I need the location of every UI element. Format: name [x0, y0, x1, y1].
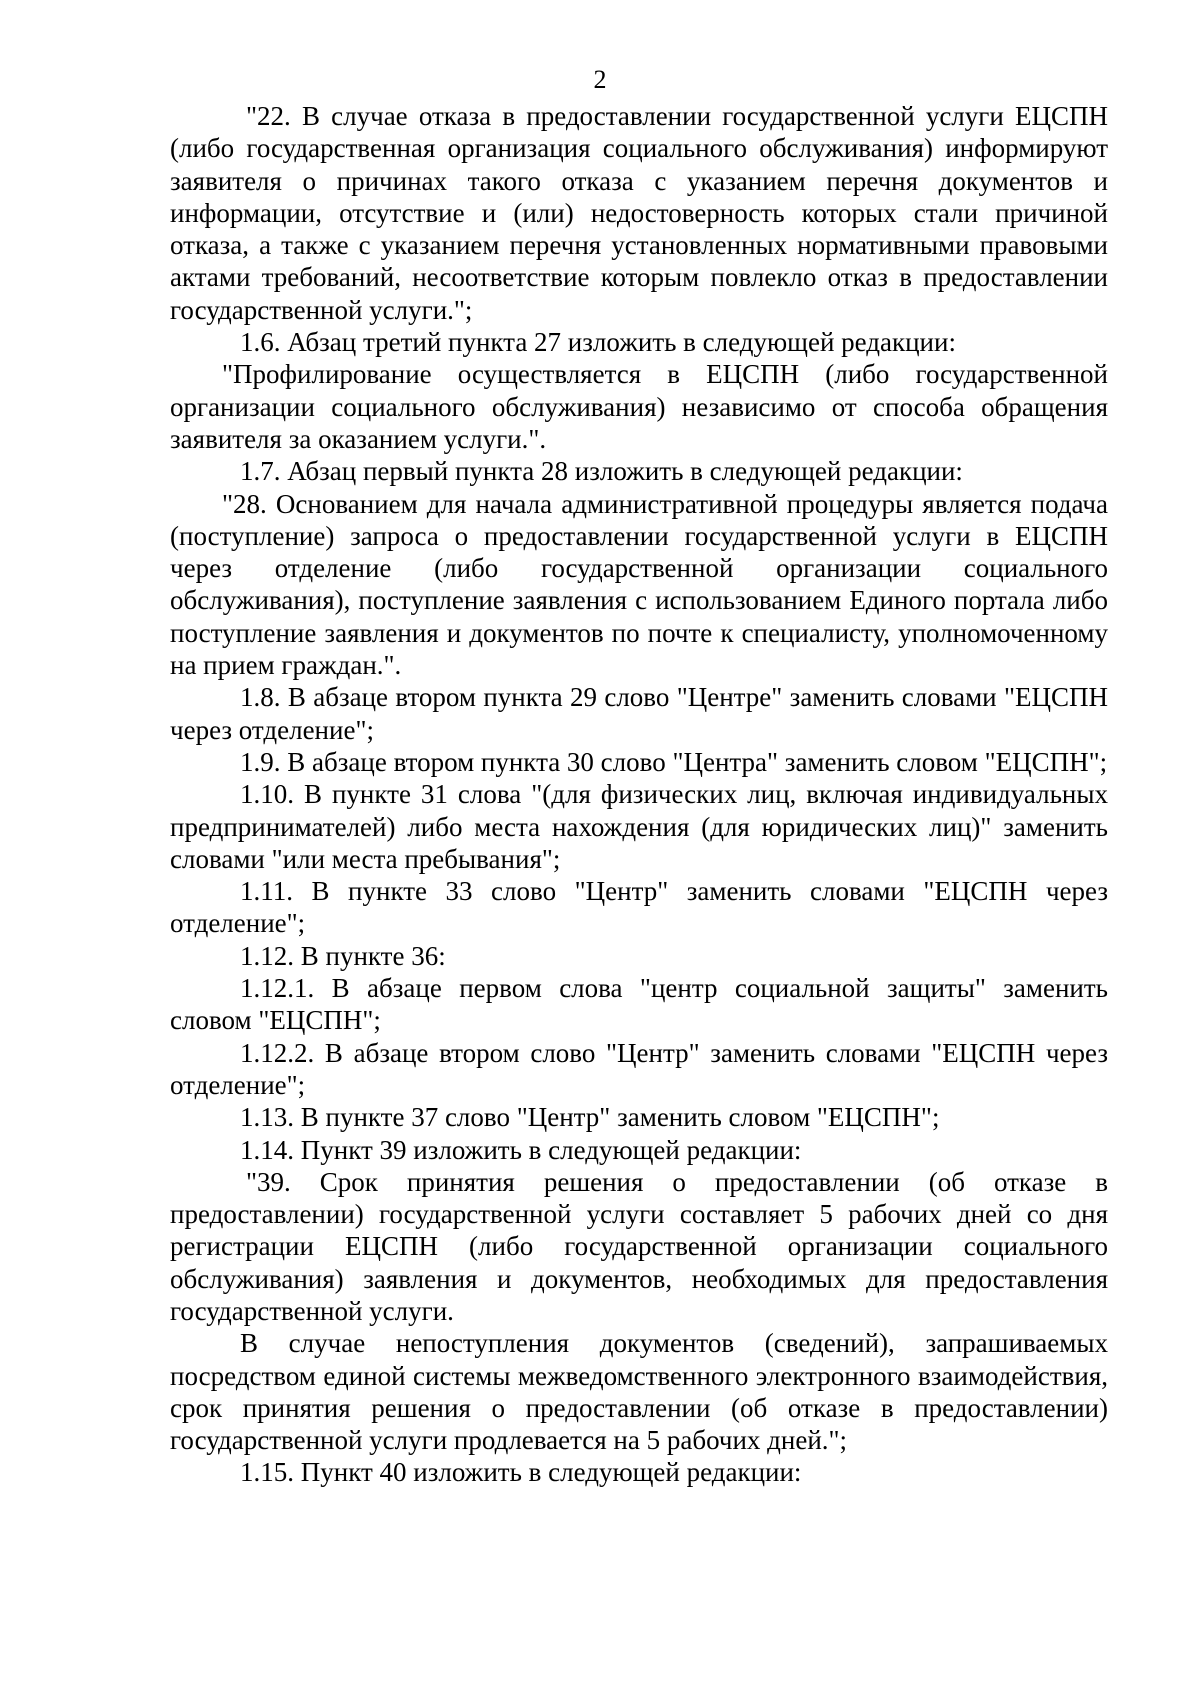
paragraph-1-12-1: 1.12.1. В абзаце первом слова "центр социальной защиты" заменить словом "ЕЦСПН";	[170, 973, 1108, 1036]
paragraph-1-15: 1.15. Пункт 40 изложить в следующей редакции:	[240, 1457, 802, 1488]
paragraph-1-9: 1.9. В абзаце втором пункта 30 слово "Центра" заменить словом "ЕЦСПН";	[240, 746, 1108, 777]
paragraph-quote-profiling: "Профилирование осуществляется в ЕЦСПН (либо государственной организации социального обслуживания) независимо от способа обращения заявителя за оказанием услуги.".	[170, 359, 1108, 454]
paragraph-1-10: 1.10. В пункте 31 слова "(для физических лиц, включая индивидуальных предпринимателей) либо места нахождения (для юридических лиц)" заменить словами "или места пребывания";	[170, 779, 1108, 874]
paragraph-1-6: 1.6. Абзац третий пункта 27 изложить в следующей редакции:	[240, 327, 956, 358]
document-body	[170, 100, 1108, 1489]
paragraph-1-11: 1.11. В пункте 33 слово "Центр" заменить словами "ЕЦСПН через отделение";	[170, 876, 1108, 939]
paragraph-quote-22: "22. В случае отказа в предоставлении государственной услуги ЕЦСПН (либо государственная организация социального обслуживания) информируют заявителя о причинах такого отказа с указанием перечня документов и информации, отсутствие и (или) недостоверность которых стали причиной отказа, а также с указанием перечня установленных нормативными правовыми актами требований, несоответствие которым повлекло отказ в предоставлении государственной услуги.";	[170, 101, 1108, 325]
paragraph-1-8: 1.8. В абзаце втором пункта 29 слово "Центре" заменить словами "ЕЦСПН через отделение";	[170, 682, 1108, 745]
paragraph-1-14: 1.14. Пункт 39 изложить в следующей редакции:	[240, 1134, 802, 1165]
paragraph-1-12: 1.12. В пункте 36:	[240, 940, 446, 971]
paragraph-quote-39: "39. Срок принятия решения о предоставлении (об отказе в предоставлении) государственной услуги составляет 5 рабочих дней со дня регистрации ЕЦСПН (либо государственной организации социального обслуживания) заявления и документов, необходимых для предоставления государственной услуги.	[170, 1166, 1108, 1326]
paragraph-quote-28: "28. Основанием для начала административной процедуры является подача (поступление) запроса о предоставлении государственной услуги в ЕЦСПН через отделение (либо государственной организации социального обслуживания), поступление заявления с использованием Единого портала либо поступление заявления и документов по почте к специалисту, уполномоченному на прием граждан.".	[170, 488, 1108, 681]
paragraph-1-12-2: 1.12.2. В абзаце втором слово "Центр" заменить словами "ЕЦСПН через отделение";	[170, 1037, 1108, 1100]
paragraph-quote-39-cont: В случае непоступления документов (сведений), запрашиваемых посредством единой системы межведомственного электронного взаимодействия, срок принятия решения о предоставлении (об отказе в предоставлении) государственной услуги продлевается на 5 рабочих дней.";	[170, 1328, 1108, 1456]
page-number: 2	[593, 65, 607, 94]
paragraph-1-13: 1.13. В пункте 37 слово "Центр" заменить словом "ЕЦСПН";	[240, 1102, 940, 1133]
paragraph-1-7: 1.7. Абзац первый пункта 28 изложить в следующей редакции:	[240, 456, 963, 487]
